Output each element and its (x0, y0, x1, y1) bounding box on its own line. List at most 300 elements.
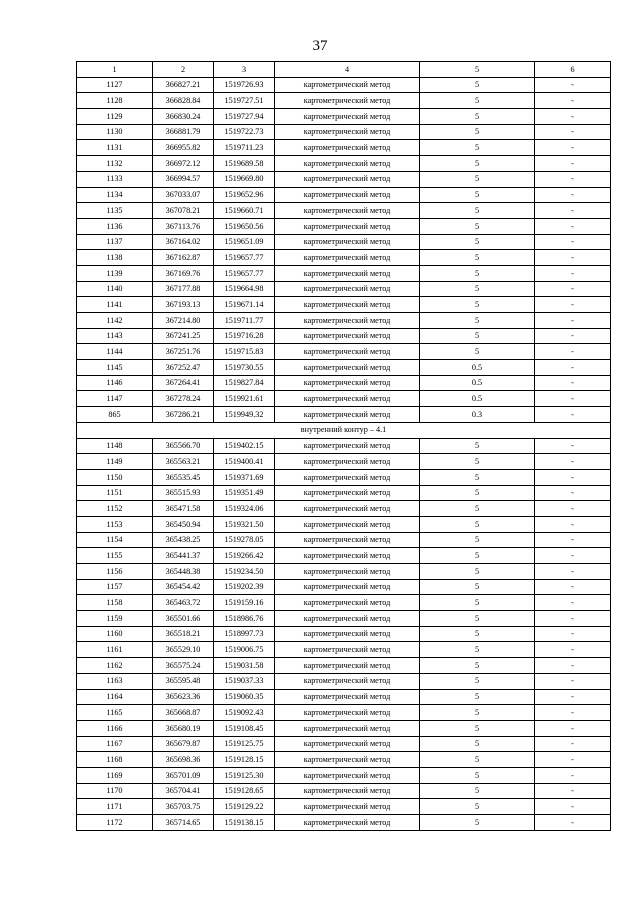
table-cell: 5 (420, 187, 535, 203)
table-cell: 5 (420, 611, 535, 627)
table-cell: 1164 (77, 689, 153, 705)
table-cell: - (535, 218, 611, 234)
table-cell: - (535, 391, 611, 407)
table-row (77, 140, 611, 156)
table-cell: 5 (420, 532, 535, 548)
table-cell: 5 (420, 124, 535, 140)
table-cell: 1152 (77, 501, 153, 517)
table-row (77, 438, 611, 454)
table-row (77, 705, 611, 721)
table-cell: 5 (420, 516, 535, 532)
table-cell: 5 (420, 171, 535, 187)
table-cell: 5 (420, 281, 535, 297)
table-cell: картометрический метод (275, 360, 420, 376)
table-cell: 367278.24 (153, 391, 214, 407)
table-cell: - (535, 438, 611, 454)
table-row (77, 391, 611, 407)
table-cell: картометрический метод (275, 564, 420, 580)
table-cell: 1519202.39 (214, 579, 275, 595)
table-cell: - (535, 736, 611, 752)
table-cell: 1519657.77 (214, 265, 275, 281)
table-cell: - (535, 328, 611, 344)
table-row (77, 171, 611, 187)
table-cell: - (535, 548, 611, 564)
table-cell: картометрический метод (275, 642, 420, 658)
table-cell: 5 (420, 705, 535, 721)
table-cell: картометрический метод (275, 720, 420, 736)
table-cell: 1519031.58 (214, 658, 275, 674)
table-cell: картометрический метод (275, 469, 420, 485)
table-cell: 1519660.71 (214, 203, 275, 219)
table-cell: картометрический метод (275, 501, 420, 517)
table-cell: 1519321.50 (214, 516, 275, 532)
table-cell: 1519921.61 (214, 391, 275, 407)
table-cell: 5 (420, 548, 535, 564)
table-cell: - (535, 234, 611, 250)
table-cell: 1168 (77, 752, 153, 768)
header-cell: 4 (275, 62, 420, 78)
table-cell: 1519371.69 (214, 469, 275, 485)
table-cell: - (535, 579, 611, 595)
table-cell: - (535, 611, 611, 627)
table-cell: - (535, 109, 611, 125)
table-cell: 365680.19 (153, 720, 214, 736)
table-cell: картометрический метод (275, 375, 420, 391)
table-cell: - (535, 454, 611, 470)
table-cell: 1519726.93 (214, 77, 275, 93)
table-cell: 1519727.51 (214, 93, 275, 109)
table-cell: 365529.10 (153, 642, 214, 658)
table-cell: 5 (420, 564, 535, 580)
table-cell: 1518997.73 (214, 626, 275, 642)
table-cell: 1131 (77, 140, 153, 156)
table-cell: 1519125.75 (214, 736, 275, 752)
table-cell: картометрический метод (275, 218, 420, 234)
table-cell: 1149 (77, 454, 153, 470)
table-cell: 365454.42 (153, 579, 214, 595)
table-cell: 1519711.77 (214, 313, 275, 329)
table-cell: 365704.41 (153, 783, 214, 799)
table-cell: 1170 (77, 783, 153, 799)
table-cell: 366972.12 (153, 156, 214, 172)
table-cell: 366881.79 (153, 124, 214, 140)
table-row (77, 234, 611, 250)
table-cell: 1136 (77, 218, 153, 234)
table-row (77, 689, 611, 705)
table-cell: 5 (420, 77, 535, 93)
table-cell: 366994.57 (153, 171, 214, 187)
table-cell: 1169 (77, 767, 153, 783)
table-cell: 0.3 (420, 407, 535, 423)
table-cell: 5 (420, 218, 535, 234)
section-title: внутренний контур – 4.1 (77, 422, 611, 438)
table-row (77, 485, 611, 501)
table-cell: 1519324.06 (214, 501, 275, 517)
table-cell: 367286.21 (153, 407, 214, 423)
table-cell: 367264.41 (153, 375, 214, 391)
table-row (77, 265, 611, 281)
table-cell: 1519128.15 (214, 752, 275, 768)
table-cell: 5 (420, 752, 535, 768)
table-cell: 365668.87 (153, 705, 214, 721)
table-cell: 1519716.28 (214, 328, 275, 344)
table-cell: 367193.13 (153, 297, 214, 313)
table-cell: - (535, 375, 611, 391)
table-cell: 5 (420, 469, 535, 485)
table-cell: 1158 (77, 595, 153, 611)
table-cell: 365595.48 (153, 673, 214, 689)
table-cell: - (535, 752, 611, 768)
table-cell: картометрический метод (275, 689, 420, 705)
table-cell: - (535, 171, 611, 187)
header-row (77, 62, 611, 78)
table-cell: картометрический метод (275, 297, 420, 313)
table-cell: - (535, 187, 611, 203)
table-row (77, 611, 611, 627)
table-cell: - (535, 595, 611, 611)
table-cell: - (535, 77, 611, 93)
table-cell: 5 (420, 767, 535, 783)
table-cell: 5 (420, 109, 535, 125)
table-cell: 5 (420, 658, 535, 674)
section-header-row (77, 422, 611, 438)
table-cell: 367251.76 (153, 344, 214, 360)
table-cell: - (535, 407, 611, 423)
table-row (77, 77, 611, 93)
table-row (77, 564, 611, 580)
table-cell: 5 (420, 736, 535, 752)
table-cell: 365714.65 (153, 815, 214, 831)
table-cell: 1519400.41 (214, 454, 275, 470)
table-cell: картометрический метод (275, 93, 420, 109)
table-cell: 365448.38 (153, 564, 214, 580)
table-cell: 367164.02 (153, 234, 214, 250)
table-cell: картометрический метод (275, 313, 420, 329)
table-cell: 365698.36 (153, 752, 214, 768)
table-cell: 367214.80 (153, 313, 214, 329)
table-cell: 365566.70 (153, 438, 214, 454)
table-cell: 365463.72 (153, 595, 214, 611)
table-cell: 1519402.15 (214, 438, 275, 454)
table-cell: 1153 (77, 516, 153, 532)
header-cell: 6 (535, 62, 611, 78)
table-cell: 1144 (77, 344, 153, 360)
table-cell: 1167 (77, 736, 153, 752)
table-cell: 5 (420, 673, 535, 689)
table-row (77, 579, 611, 595)
table-cell: 1519125.30 (214, 767, 275, 783)
table-cell: картометрический метод (275, 109, 420, 125)
table-row (77, 469, 611, 485)
table-row (77, 454, 611, 470)
table-row (77, 595, 611, 611)
table-cell: картометрический метод (275, 124, 420, 140)
table-cell: - (535, 469, 611, 485)
table-row (77, 360, 611, 376)
table-cell: - (535, 626, 611, 642)
table-cell: картометрический метод (275, 658, 420, 674)
table-row (77, 501, 611, 517)
table-cell: 1519652.96 (214, 187, 275, 203)
table-cell: - (535, 93, 611, 109)
table-body (77, 77, 611, 830)
table-cell: - (535, 799, 611, 815)
table-row (77, 532, 611, 548)
table-cell: 1166 (77, 720, 153, 736)
table-row (77, 720, 611, 736)
table-cell: 5 (420, 454, 535, 470)
table-cell: картометрический метод (275, 454, 420, 470)
table-cell: - (535, 783, 611, 799)
table-cell: картометрический метод (275, 140, 420, 156)
table-cell: 1137 (77, 234, 153, 250)
table-cell: 1519037.33 (214, 673, 275, 689)
table-cell: картометрический метод (275, 77, 420, 93)
table-cell: - (535, 642, 611, 658)
table-cell: 1519234.50 (214, 564, 275, 580)
table-cell: 5 (420, 783, 535, 799)
table-cell: 5 (420, 689, 535, 705)
table-cell: 1143 (77, 328, 153, 344)
table-cell: - (535, 281, 611, 297)
table-cell: 1519138.15 (214, 815, 275, 831)
table-row (77, 281, 611, 297)
table-cell: 1161 (77, 642, 153, 658)
table-row (77, 218, 611, 234)
table-cell: 1141 (77, 297, 153, 313)
table-cell: 1138 (77, 250, 153, 266)
table-cell: картометрический метод (275, 752, 420, 768)
table-cell: 5 (420, 595, 535, 611)
table-cell: 367162.87 (153, 250, 214, 266)
table-cell: 366955.82 (153, 140, 214, 156)
table-cell: картометрический метод (275, 485, 420, 501)
table-cell: 1140 (77, 281, 153, 297)
table-cell: картометрический метод (275, 783, 420, 799)
table-cell: 1518986.76 (214, 611, 275, 627)
table-cell: - (535, 705, 611, 721)
table-cell: 1145 (77, 360, 153, 376)
table-cell: 1519715.83 (214, 344, 275, 360)
table-cell: 365515.93 (153, 485, 214, 501)
table-cell: 0.5 (420, 375, 535, 391)
table-row (77, 626, 611, 642)
table-cell: 1519351.49 (214, 485, 275, 501)
table-cell: 1519092.43 (214, 705, 275, 721)
table-cell: 5 (420, 579, 535, 595)
table-cell: 1134 (77, 187, 153, 203)
table-cell: 365703.75 (153, 799, 214, 815)
table-cell: - (535, 265, 611, 281)
table-row (77, 297, 611, 313)
table-cell: 365438.25 (153, 532, 214, 548)
table-row (77, 328, 611, 344)
table-cell: 5 (420, 203, 535, 219)
table-cell: картометрический метод (275, 281, 420, 297)
table-row (77, 250, 611, 266)
table-cell: 1128 (77, 93, 153, 109)
table-cell: - (535, 297, 611, 313)
table-cell: 367169.76 (153, 265, 214, 281)
table-cell: 1519949.32 (214, 407, 275, 423)
table-cell: 1151 (77, 485, 153, 501)
table-cell: 1159 (77, 611, 153, 627)
table-cell: 5 (420, 626, 535, 642)
table-cell: 1519651.09 (214, 234, 275, 250)
table-cell: 365441.37 (153, 548, 214, 564)
table-cell: 1157 (77, 579, 153, 595)
table-cell: картометрический метод (275, 234, 420, 250)
table-cell: 1129 (77, 109, 153, 125)
table-cell: 1148 (77, 438, 153, 454)
table-cell: 1519689.58 (214, 156, 275, 172)
table-cell: - (535, 673, 611, 689)
table-cell: 366827.21 (153, 77, 214, 93)
table-row (77, 313, 611, 329)
table-cell: картометрический метод (275, 611, 420, 627)
table-cell: - (535, 156, 611, 172)
table-row (77, 516, 611, 532)
table-cell: картометрический метод (275, 265, 420, 281)
table-cell: картометрический метод (275, 250, 420, 266)
table-row (77, 799, 611, 815)
table-cell: 5 (420, 297, 535, 313)
table-cell: 1142 (77, 313, 153, 329)
table-cell: 365575.24 (153, 658, 214, 674)
table-cell: - (535, 124, 611, 140)
table-cell: 1156 (77, 564, 153, 580)
table-cell: картометрический метод (275, 579, 420, 595)
table-cell: картометрический метод (275, 736, 420, 752)
table-cell: 365679.87 (153, 736, 214, 752)
table-cell: картометрический метод (275, 391, 420, 407)
table-row (77, 109, 611, 125)
table-cell: 5 (420, 265, 535, 281)
table-cell: 365563.21 (153, 454, 214, 470)
table-cell: 367252.47 (153, 360, 214, 376)
table-cell: 5 (420, 93, 535, 109)
table-cell: 0.5 (420, 391, 535, 407)
table-cell: 5 (420, 328, 535, 344)
table-cell: 5 (420, 140, 535, 156)
table-cell: 1519128.65 (214, 783, 275, 799)
table-cell: 1127 (77, 77, 153, 93)
table-cell: картометрический метод (275, 673, 420, 689)
table-cell: 1154 (77, 532, 153, 548)
table-row (77, 815, 611, 831)
table-row (77, 736, 611, 752)
table-cell: 5 (420, 344, 535, 360)
table-cell: 367177.88 (153, 281, 214, 297)
table-cell: 1160 (77, 626, 153, 642)
table-cell: - (535, 516, 611, 532)
table-row (77, 548, 611, 564)
table-cell: 1519006.75 (214, 642, 275, 658)
table-cell: картометрический метод (275, 344, 420, 360)
table-cell: 1155 (77, 548, 153, 564)
table-cell: картометрический метод (275, 548, 420, 564)
table-cell: 1172 (77, 815, 153, 831)
table-cell: 365471.58 (153, 501, 214, 517)
table-cell: 366830.24 (153, 109, 214, 125)
table-cell: 365535.45 (153, 469, 214, 485)
table-cell: 5 (420, 438, 535, 454)
table-cell: 5 (420, 501, 535, 517)
table-cell: 1519730.55 (214, 360, 275, 376)
table-cell: картометрический метод (275, 516, 420, 532)
table-cell: картометрический метод (275, 328, 420, 344)
table-cell: - (535, 815, 611, 831)
table-cell: 1133 (77, 171, 153, 187)
table-cell: - (535, 720, 611, 736)
table-cell: 5 (420, 720, 535, 736)
table-cell: 1171 (77, 799, 153, 815)
table-cell: 1139 (77, 265, 153, 281)
table-cell: - (535, 689, 611, 705)
table-cell: 365501.66 (153, 611, 214, 627)
table-cell: 5 (420, 234, 535, 250)
table-cell: 365623.36 (153, 689, 214, 705)
table-row (77, 767, 611, 783)
table-cell: - (535, 564, 611, 580)
table-cell: 367033.07 (153, 187, 214, 203)
table-cell: 365450.94 (153, 516, 214, 532)
table-cell: 5 (420, 485, 535, 501)
table-cell: 1519671.14 (214, 297, 275, 313)
table-cell: - (535, 360, 611, 376)
coordinates-table (76, 61, 611, 831)
table-cell: картометрический метод (275, 799, 420, 815)
table-cell: 367078.21 (153, 203, 214, 219)
table-cell: картометрический метод (275, 187, 420, 203)
table-cell: 1519060.35 (214, 689, 275, 705)
table-cell: картометрический метод (275, 171, 420, 187)
table-row (77, 156, 611, 172)
table-cell: 0.5 (420, 360, 535, 376)
header-cell: 5 (420, 62, 535, 78)
table-cell: 5 (420, 156, 535, 172)
table-cell: 365701.09 (153, 767, 214, 783)
table-cell: 1519266.42 (214, 548, 275, 564)
table-row (77, 187, 611, 203)
table-row (77, 673, 611, 689)
table-cell: 1150 (77, 469, 153, 485)
table-cell: 1147 (77, 391, 153, 407)
table-cell: 1519108.45 (214, 720, 275, 736)
table-row (77, 203, 611, 219)
table-cell: 1519650.56 (214, 218, 275, 234)
table-cell: 1519727.94 (214, 109, 275, 125)
header-cell: 3 (214, 62, 275, 78)
table-cell: 5 (420, 799, 535, 815)
table-cell: 1519722.73 (214, 124, 275, 140)
table-cell: картометрический метод (275, 156, 420, 172)
table-row (77, 752, 611, 768)
table-cell: 1135 (77, 203, 153, 219)
header-cell: 2 (153, 62, 214, 78)
table-cell: 5 (420, 250, 535, 266)
table-cell: 1519129.22 (214, 799, 275, 815)
table-cell: 1130 (77, 124, 153, 140)
page-number: 37 (312, 38, 328, 54)
table-cell: 5 (420, 815, 535, 831)
table-cell: 1519657.77 (214, 250, 275, 266)
table-cell: - (535, 658, 611, 674)
table-cell: 1146 (77, 375, 153, 391)
table-cell: картометрический метод (275, 407, 420, 423)
table-cell: - (535, 501, 611, 517)
table-cell: - (535, 140, 611, 156)
